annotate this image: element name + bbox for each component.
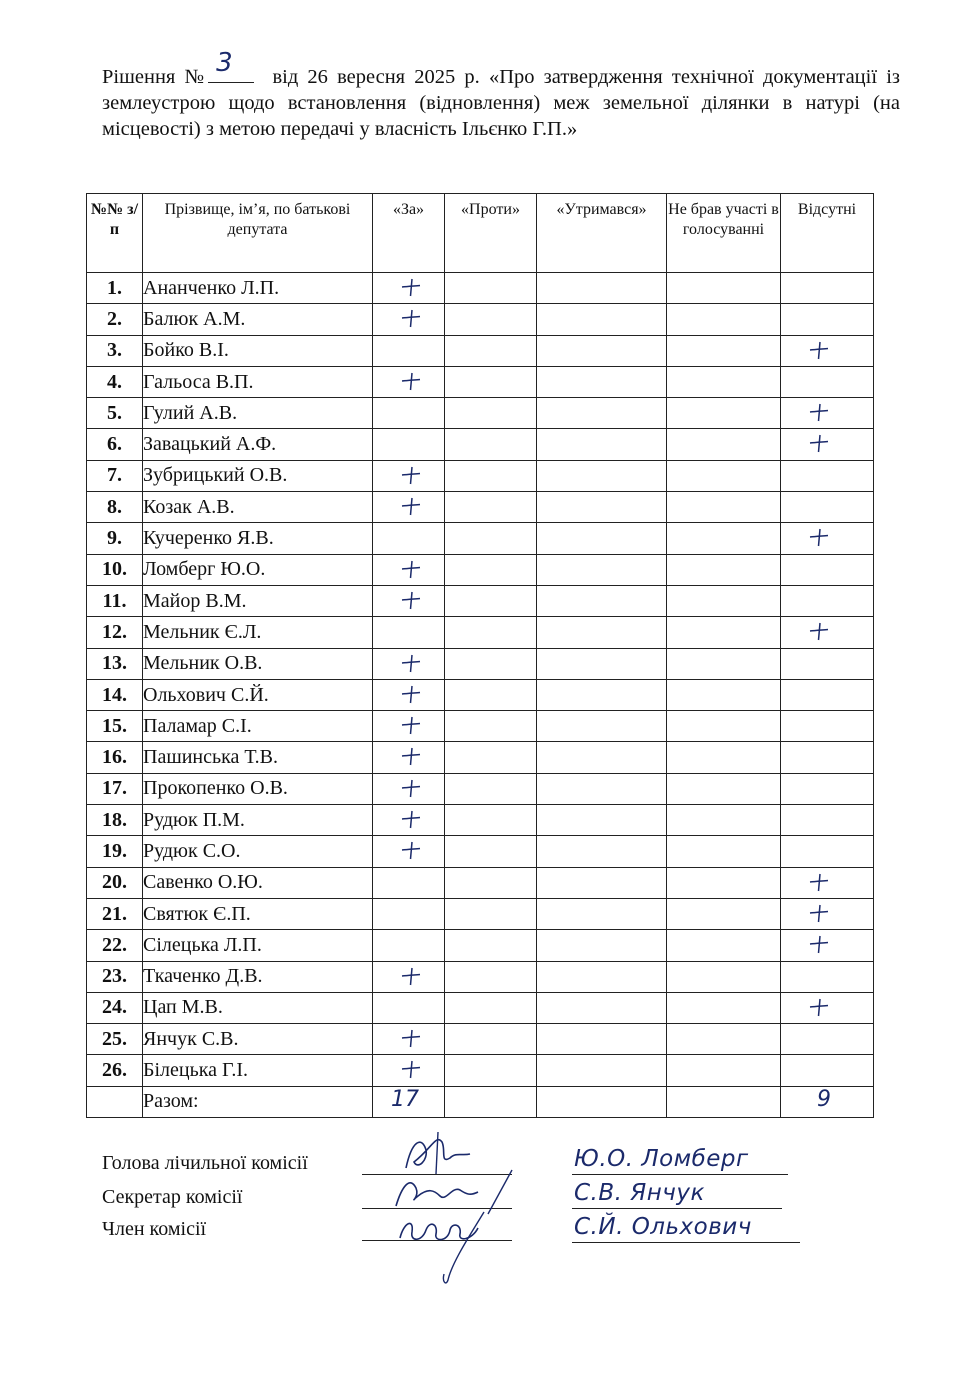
- decision-number-field: [208, 48, 254, 83]
- vote-cell-absent: [781, 304, 874, 335]
- total-label: Разом:: [143, 1086, 373, 1117]
- vote-cell-not-voted: [667, 867, 781, 898]
- row-number: 14.: [87, 679, 143, 710]
- deputy-name: Мельник О.В.: [143, 648, 373, 679]
- vote-cell-against: [445, 898, 537, 929]
- row-number: 22.: [87, 930, 143, 961]
- plus-mark-icon: [399, 588, 423, 612]
- vote-cell-not-voted: [667, 304, 781, 335]
- chair-name-line: [572, 1174, 788, 1175]
- table-row: [87, 429, 874, 460]
- voting-table: [86, 193, 874, 1118]
- decision-prefix: Рішення №: [102, 66, 209, 88]
- total-abstained-cell: [537, 1086, 667, 1117]
- plus-mark-icon: [399, 557, 423, 581]
- secretary-name-line: [572, 1208, 782, 1209]
- deputy-name: Мельник Є.Л.: [143, 617, 373, 648]
- row-number: 4.: [87, 366, 143, 397]
- vote-cell-against: [445, 429, 537, 460]
- plus-mark-icon: [807, 932, 831, 956]
- row-number: 8.: [87, 492, 143, 523]
- plus-mark-icon: [399, 306, 423, 330]
- vote-cell-against: [445, 460, 537, 491]
- deputy-name: Балюк А.М.: [143, 304, 373, 335]
- plus-mark-icon: [807, 995, 831, 1019]
- vote-cell-absent: [781, 961, 874, 992]
- vote-cell-against: [445, 961, 537, 992]
- col-header-abstained: «Утримався»: [537, 194, 667, 273]
- decision-heading: [102, 48, 900, 142]
- row-number: 18.: [87, 805, 143, 836]
- vote-cell-abstained: [537, 366, 667, 397]
- vote-cell-abstained: [537, 429, 667, 460]
- vote-cell-for: [373, 429, 445, 460]
- vote-cell-absent: [781, 617, 874, 648]
- vote-cell-absent: [781, 898, 874, 929]
- total-row: [87, 1086, 874, 1117]
- vote-cell-absent: [781, 492, 874, 523]
- row-number: 17.: [87, 773, 143, 804]
- vote-cell-absent: [781, 585, 874, 616]
- vote-cell-absent: [781, 773, 874, 804]
- vote-cell-against: [445, 1024, 537, 1055]
- vote-cell-absent: [781, 366, 874, 397]
- vote-cell-abstained: [537, 836, 667, 867]
- vote-cell-abstained: [537, 742, 667, 773]
- vote-cell-absent: [781, 554, 874, 585]
- vote-cell-abstained: [537, 1055, 667, 1086]
- deputy-name: Янчук С.В.: [143, 1024, 373, 1055]
- row-number: 12.: [87, 617, 143, 648]
- vote-cell-for: [373, 742, 445, 773]
- vote-cell-absent: [781, 523, 874, 554]
- vote-cell-absent: [781, 1024, 874, 1055]
- vote-cell-against: [445, 805, 537, 836]
- row-number: 19.: [87, 836, 143, 867]
- row-number: 10.: [87, 554, 143, 585]
- vote-cell-absent: [781, 867, 874, 898]
- deputy-name: Сілецька Л.П.: [143, 930, 373, 961]
- col-header-against: «Проти»: [445, 194, 537, 273]
- plus-mark-icon: [807, 525, 831, 549]
- row-number: 26.: [87, 1055, 143, 1086]
- table-row: [87, 930, 874, 961]
- vote-cell-abstained: [537, 554, 667, 585]
- table-row: [87, 523, 874, 554]
- table-row: [87, 1055, 874, 1086]
- deputy-name: Рудюк П.М.: [143, 805, 373, 836]
- vote-cell-abstained: [537, 273, 667, 304]
- vote-cell-abstained: [537, 805, 667, 836]
- plus-mark-icon: [399, 776, 423, 800]
- vote-cell-against: [445, 585, 537, 616]
- vote-cell-abstained: [537, 711, 667, 742]
- vote-cell-for: [373, 335, 445, 366]
- table-row: [87, 1024, 874, 1055]
- vote-cell-for: [373, 805, 445, 836]
- plus-mark-icon: [399, 463, 423, 487]
- decision-number: 3: [216, 48, 233, 78]
- table-row: [87, 961, 874, 992]
- vote-cell-not-voted: [667, 773, 781, 804]
- vote-cell-not-voted: [667, 554, 781, 585]
- vote-cell-abstained: [537, 585, 667, 616]
- chair-name: Ю.О. Ломберг: [574, 1146, 749, 1172]
- plus-mark-icon: [807, 400, 831, 424]
- signature-block: [102, 1146, 902, 1292]
- vote-cell-for: [373, 492, 445, 523]
- chair-label: Голова лічильної комісії: [102, 1152, 308, 1174]
- table-row: [87, 273, 874, 304]
- vote-cell-for: [373, 1055, 445, 1086]
- vote-cell-abstained: [537, 648, 667, 679]
- vote-cell-for: [373, 304, 445, 335]
- table-row: [87, 773, 874, 804]
- table-header-row: [87, 194, 874, 273]
- vote-cell-not-voted: [667, 335, 781, 366]
- plus-mark-icon: [807, 338, 831, 362]
- row-number: 11.: [87, 585, 143, 616]
- vote-cell-for: [373, 398, 445, 429]
- vote-cell-against: [445, 617, 537, 648]
- deputy-name: Завацький А.Ф.: [143, 429, 373, 460]
- vote-cell-not-voted: [667, 961, 781, 992]
- vote-cell-for: [373, 836, 445, 867]
- vote-cell-not-voted: [667, 460, 781, 491]
- vote-cell-against: [445, 366, 537, 397]
- table-row: [87, 585, 874, 616]
- plus-mark-icon: [399, 369, 423, 393]
- vote-cell-for: [373, 711, 445, 742]
- vote-cell-against: [445, 711, 537, 742]
- vote-cell-against: [445, 648, 537, 679]
- deputy-name: Ломберг Ю.О.: [143, 554, 373, 585]
- vote-cell-for: [373, 961, 445, 992]
- vote-cell-against: [445, 773, 537, 804]
- vote-cell-not-voted: [667, 679, 781, 710]
- vote-cell-against: [445, 523, 537, 554]
- vote-cell-absent: [781, 711, 874, 742]
- total-against-cell: [445, 1086, 537, 1117]
- col-header-for: «За»: [373, 194, 445, 273]
- plus-mark-icon: [399, 838, 423, 862]
- vote-cell-not-voted: [667, 523, 781, 554]
- row-number: 24.: [87, 992, 143, 1023]
- deputy-name: Пашинська Т.В.: [143, 742, 373, 773]
- vote-cell-abstained: [537, 773, 667, 804]
- vote-cell-for: [373, 585, 445, 616]
- table-row: [87, 335, 874, 366]
- col-header-num: №№ з/п: [87, 194, 143, 273]
- table-row: [87, 304, 874, 335]
- row-number: 6.: [87, 429, 143, 460]
- member-signature-icon: [392, 1202, 502, 1286]
- deputy-name: Білецька Г.І.: [143, 1055, 373, 1086]
- row-number: 5.: [87, 398, 143, 429]
- row-number: 13.: [87, 648, 143, 679]
- vote-cell-absent: [781, 429, 874, 460]
- plus-mark-icon: [399, 744, 423, 768]
- decision-title: від 26 вересня 2025 р. «Про затвердження технічної документації із землеустрою щодо встановлення (відновлення) меж земельної ділянки в натурі (на місцевості) з метою передачі у власність Ільєнко Г.П.»: [102, 66, 900, 140]
- table-row: [87, 460, 874, 491]
- total-not-voted-cell: [667, 1086, 781, 1117]
- row-number: 7.: [87, 460, 143, 491]
- col-header-name: Прізвище, ім’я, по батькові депутата: [143, 194, 373, 273]
- deputy-name: Цап М.В.: [143, 992, 373, 1023]
- table-row: [87, 836, 874, 867]
- vote-cell-absent: [781, 273, 874, 304]
- deputy-name: Савенко О.Ю.: [143, 867, 373, 898]
- table-row: [87, 679, 874, 710]
- table-row: [87, 992, 874, 1023]
- vote-cell-against: [445, 398, 537, 429]
- row-number: 23.: [87, 961, 143, 992]
- plus-mark-icon: [399, 807, 423, 831]
- vote-cell-not-voted: [667, 930, 781, 961]
- vote-cell-for: [373, 366, 445, 397]
- row-number: 15.: [87, 711, 143, 742]
- total-num-cell: [87, 1086, 143, 1117]
- col-header-not-voted: Не брав участі в голосуванні: [667, 194, 781, 273]
- row-number: 16.: [87, 742, 143, 773]
- table-row: [87, 742, 874, 773]
- vote-cell-not-voted: [667, 585, 781, 616]
- plus-mark-icon: [399, 713, 423, 737]
- vote-cell-absent: [781, 742, 874, 773]
- vote-cell-absent: [781, 805, 874, 836]
- vote-cell-absent: [781, 460, 874, 491]
- vote-cell-for: [373, 679, 445, 710]
- table-row: [87, 648, 874, 679]
- vote-cell-against: [445, 1055, 537, 1086]
- vote-cell-abstained: [537, 679, 667, 710]
- plus-mark-icon: [807, 619, 831, 643]
- member-name: С.Й. Ольхович: [574, 1214, 752, 1240]
- vote-cell-absent: [781, 398, 874, 429]
- plus-mark-icon: [399, 682, 423, 706]
- vote-cell-not-voted: [667, 1024, 781, 1055]
- vote-cell-abstained: [537, 992, 667, 1023]
- table-row: [87, 398, 874, 429]
- vote-cell-abstained: [537, 961, 667, 992]
- plus-mark-icon: [807, 901, 831, 925]
- vote-cell-abstained: [537, 617, 667, 648]
- plus-mark-icon: [399, 1026, 423, 1050]
- plus-mark-icon: [807, 431, 831, 455]
- vote-cell-absent: [781, 930, 874, 961]
- total-absent-cell: [781, 1086, 874, 1117]
- vote-cell-against: [445, 930, 537, 961]
- deputy-name: Ананченко Л.П.: [143, 273, 373, 304]
- total-absent-value: 9: [817, 1086, 831, 1112]
- vote-cell-against: [445, 679, 537, 710]
- deputy-name: Ольхович С.Й.: [143, 679, 373, 710]
- deputy-name: Святюк Є.П.: [143, 898, 373, 929]
- plus-mark-icon: [399, 1057, 423, 1081]
- table-row: [87, 711, 874, 742]
- vote-cell-for: [373, 273, 445, 304]
- deputy-name: Майор В.М.: [143, 585, 373, 616]
- vote-cell-not-voted: [667, 398, 781, 429]
- vote-cell-for: [373, 867, 445, 898]
- row-number: 2.: [87, 304, 143, 335]
- row-number: 1.: [87, 273, 143, 304]
- vote-cell-not-voted: [667, 805, 781, 836]
- vote-cell-for: [373, 648, 445, 679]
- vote-cell-for: [373, 1024, 445, 1055]
- plus-mark-icon: [399, 651, 423, 675]
- deputy-name: Ткаченко Д.В.: [143, 961, 373, 992]
- col-header-absent: Відсутні: [781, 194, 874, 273]
- vote-cell-not-voted: [667, 273, 781, 304]
- vote-cell-abstained: [537, 304, 667, 335]
- vote-cell-absent: [781, 679, 874, 710]
- table-row: [87, 492, 874, 523]
- vote-cell-abstained: [537, 867, 667, 898]
- vote-cell-against: [445, 492, 537, 523]
- table-row: [87, 898, 874, 929]
- deputy-name: Козак А.В.: [143, 492, 373, 523]
- vote-cell-not-voted: [667, 836, 781, 867]
- member-label: Член комісії: [102, 1218, 207, 1240]
- vote-cell-not-voted: [667, 366, 781, 397]
- vote-cell-for: [373, 992, 445, 1023]
- table-row: [87, 366, 874, 397]
- member-name-line: [572, 1242, 800, 1243]
- vote-cell-abstained: [537, 523, 667, 554]
- vote-cell-for: [373, 554, 445, 585]
- vote-cell-against: [445, 304, 537, 335]
- secretary-name: С.В. Янчук: [574, 1180, 705, 1206]
- plus-mark-icon: [399, 494, 423, 518]
- plus-mark-icon: [399, 964, 423, 988]
- deputy-name: Паламар С.І.: [143, 711, 373, 742]
- row-number: 25.: [87, 1024, 143, 1055]
- deputy-name: Бойко В.І.: [143, 335, 373, 366]
- vote-cell-not-voted: [667, 898, 781, 929]
- vote-cell-for: [373, 930, 445, 961]
- vote-cell-for: [373, 460, 445, 491]
- row-number: 20.: [87, 867, 143, 898]
- vote-cell-against: [445, 836, 537, 867]
- table-row: [87, 554, 874, 585]
- row-number: 9.: [87, 523, 143, 554]
- vote-cell-not-voted: [667, 992, 781, 1023]
- vote-cell-for: [373, 617, 445, 648]
- vote-cell-not-voted: [667, 742, 781, 773]
- vote-cell-abstained: [537, 492, 667, 523]
- plus-mark-icon: [807, 870, 831, 894]
- secretary-label: Секретар комісії: [102, 1186, 243, 1208]
- vote-cell-not-voted: [667, 1055, 781, 1086]
- vote-cell-not-voted: [667, 617, 781, 648]
- vote-cell-not-voted: [667, 648, 781, 679]
- vote-cell-for: [373, 523, 445, 554]
- vote-cell-abstained: [537, 1024, 667, 1055]
- vote-cell-not-voted: [667, 711, 781, 742]
- vote-cell-absent: [781, 648, 874, 679]
- deputy-name: Гальоса В.П.: [143, 366, 373, 397]
- vote-cell-abstained: [537, 898, 667, 929]
- deputy-name: Прокопенко О.В.: [143, 773, 373, 804]
- vote-cell-against: [445, 867, 537, 898]
- vote-cell-absent: [781, 992, 874, 1023]
- vote-cell-absent: [781, 335, 874, 366]
- plus-mark-icon: [399, 275, 423, 299]
- vote-cell-abstained: [537, 930, 667, 961]
- deputy-name: Рудюк С.О.: [143, 836, 373, 867]
- vote-cell-absent: [781, 836, 874, 867]
- table-row: [87, 617, 874, 648]
- vote-cell-for: [373, 898, 445, 929]
- vote-cell-abstained: [537, 460, 667, 491]
- total-for-value: 17: [391, 1086, 419, 1112]
- vote-cell-against: [445, 335, 537, 366]
- row-number: 3.: [87, 335, 143, 366]
- vote-cell-not-voted: [667, 429, 781, 460]
- deputy-name: Гулий А.В.: [143, 398, 373, 429]
- deputy-name: Кучеренко Я.В.: [143, 523, 373, 554]
- table-row: [87, 867, 874, 898]
- total-for-cell: [373, 1086, 445, 1117]
- vote-cell-abstained: [537, 398, 667, 429]
- vote-cell-against: [445, 742, 537, 773]
- vote-cell-abstained: [537, 335, 667, 366]
- vote-cell-against: [445, 992, 537, 1023]
- vote-cell-for: [373, 773, 445, 804]
- vote-cell-against: [445, 554, 537, 585]
- vote-cell-absent: [781, 1055, 874, 1086]
- deputy-name: Зубрицький О.В.: [143, 460, 373, 491]
- vote-cell-not-voted: [667, 492, 781, 523]
- table-row: [87, 805, 874, 836]
- vote-cell-against: [445, 273, 537, 304]
- row-number: 21.: [87, 898, 143, 929]
